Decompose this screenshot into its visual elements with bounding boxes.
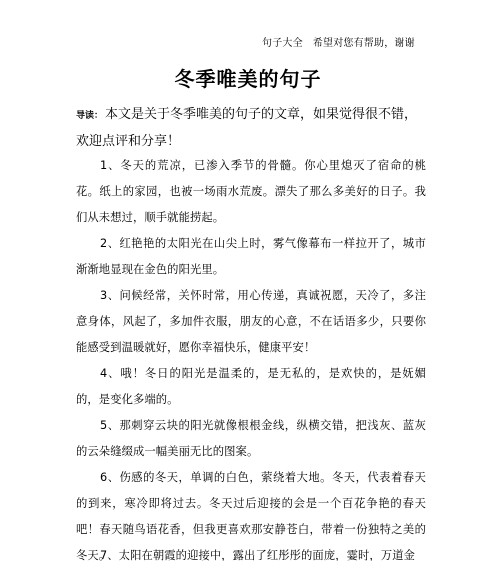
article-lead xyxy=(76,102,426,155)
paragraph-3: 3、问候经常，关怀时常，用心传递，真诚祝愿，天冷了，多注意身体，风起了，多加件衣服，朋友的心意，不在话语多少，只要你能感受到温暖就好，愿你幸福快乐，健康平安！ xyxy=(76,289,426,354)
header-site-name: 句子大全 xyxy=(262,38,303,49)
paragraph-4: 4、哦！冬日的阳光是温柔的，是无私的，是欢快的，是妩媚的，是变化多端的。 xyxy=(76,367,426,406)
paragraph-2: 2、红艳艳的太阳光在山尖上时，雾气像幕布一样拉开了，城市渐渐地显现在金色的阳光里。 xyxy=(76,237,426,276)
lead-text: 本文是关于冬季唯美的句子的文章，如果觉得很不错，欢迎点评和分享！ xyxy=(76,107,418,149)
paragraph-5: 5、那刺穿云块的阳光就像根根金线，纵横交错，把浅灰、蓝灰的云朵缝缀成一幅美丽无比的图案。 xyxy=(76,419,426,458)
page-header xyxy=(262,37,415,51)
article-title: 冬季唯美的句子 xyxy=(174,67,322,91)
paragraph-1: 1、冬天的荒凉，已渗入季节的骨髓。你心里熄灭了宿命的桃花。纸上的家园，也被一场雨水荒废。漂失了那么多美好的日子。我们从未想过，顺手就能捞起。 xyxy=(76,159,426,224)
paragraph-7: 7、太阳在朝霞的迎接中，露出了红彤彤的面庞，霎时，万道金 xyxy=(100,549,416,561)
lead-label: 导读： xyxy=(76,111,104,121)
paragraph-6: 6、伤感的冬天，单调的白色，萦绕着大地。冬天，代表着春天的到来，寒冷即将过去。冬天过后迎接的会是一个百花争艳的春天吧！春天随鸟语花香，但我更喜欢那安静苍白，带着一份独特之美的冬天。 xyxy=(76,471,426,561)
header-tagline: 希望对您有帮助，谢谢 xyxy=(312,38,415,49)
